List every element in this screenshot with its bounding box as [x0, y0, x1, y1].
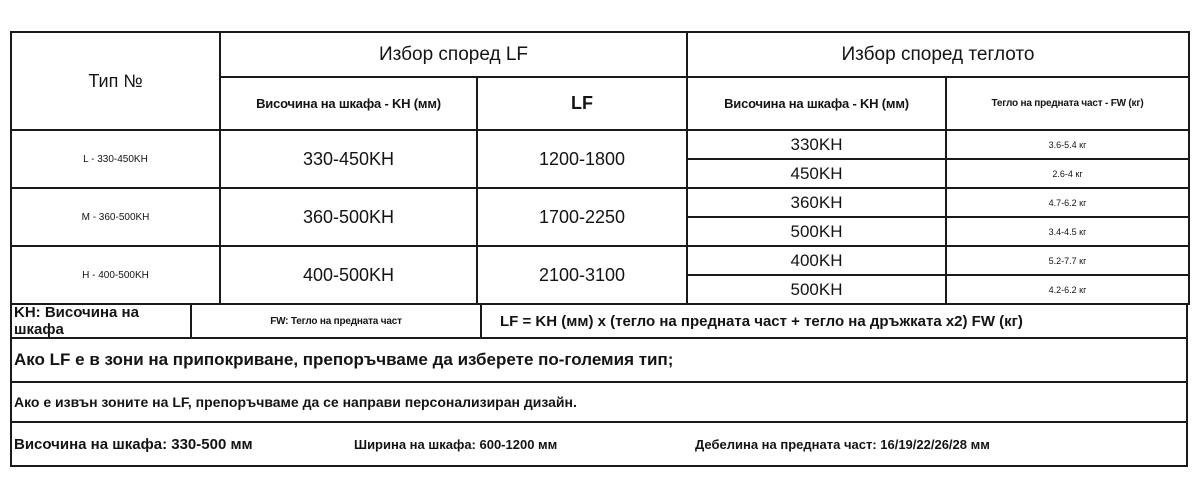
note-overlap: Ако LF е в зони на припокриване, препоръчваме да изберете по-големия тип;: [10, 339, 1188, 383]
kh-range-cell: 330-450KH: [220, 130, 477, 188]
table-row-type-m: [11, 188, 1189, 217]
spec-document: [10, 31, 1188, 490]
lf-range-cell: 1700-2250: [477, 188, 687, 246]
fw-value-cell: 4.7-6.2 кг: [946, 188, 1189, 217]
lf-formula: LF = KH (мм) x (тегло на предната част + тегло на дръжката x2) FW (кг): [500, 312, 1023, 330]
header-row-groups: [11, 32, 1189, 77]
table-row-type-l: [11, 130, 1189, 159]
fw-value-cell: 3.4-4.5 кг: [946, 217, 1189, 246]
fw-value-cell: 5.2-7.7 кг: [946, 246, 1189, 275]
header-front-weight: Тегло на предната част - FW (кг): [946, 77, 1189, 130]
type-cell: L - 330-450KH: [11, 130, 220, 188]
header-cabinet-height-lf: Височина на шкафа - KH (мм): [220, 77, 477, 130]
lf-range-cell: 2100-3100: [477, 246, 687, 304]
kh-value-cell: 450KH: [687, 159, 946, 188]
fw-value-cell: 4.2-6.2 кг: [946, 275, 1189, 304]
kh-value-cell: 400KH: [687, 246, 946, 275]
kh-value-cell: 330KH: [687, 130, 946, 159]
legend-fw: FW: Тегло на предната част: [192, 305, 482, 337]
header-type-no: Тип №: [11, 32, 220, 130]
table-row-type-h: [11, 246, 1189, 275]
lf-range-cell: 1200-1800: [477, 130, 687, 188]
header-group-weight: Избор според теглото: [687, 32, 1189, 77]
fw-value-cell: 2.6-4 кг: [946, 159, 1189, 188]
fw-value-cell: 3.6-5.4 кг: [946, 130, 1189, 159]
type-cell: M - 360-500KH: [11, 188, 220, 246]
kh-range-cell: 360-500KH: [220, 188, 477, 246]
kh-value-cell: 500KH: [687, 217, 946, 246]
note-outside-range: Ако е извън зоните на LF, препоръчваме да се направи персонализиран дизайн.: [10, 383, 1188, 423]
header-lf: LF: [477, 77, 687, 130]
front-thickness-spec: Дебелина на предната част: 16/19/22/26/28 мм: [695, 436, 990, 452]
type-cell: H - 400-500KH: [11, 246, 220, 304]
legend-row: [10, 305, 1188, 339]
dimensions-row: [10, 423, 1188, 467]
kh-value-cell: 500KH: [687, 275, 946, 304]
type-selection-table: [10, 31, 1190, 305]
header-group-lf: Избор според LF: [220, 32, 687, 77]
legend-kh: KH: Височина на шкафа: [12, 305, 192, 337]
cabinet-width-spec: Ширина на шкафа: 600-1200 мм: [354, 436, 558, 452]
header-cabinet-height-weight: Височина на шкафа - KH (мм): [687, 77, 946, 130]
kh-value-cell: 360KH: [687, 188, 946, 217]
kh-range-cell: 400-500KH: [220, 246, 477, 304]
cabinet-height-spec: Височина на шкафа: 330-500 мм: [14, 435, 253, 453]
